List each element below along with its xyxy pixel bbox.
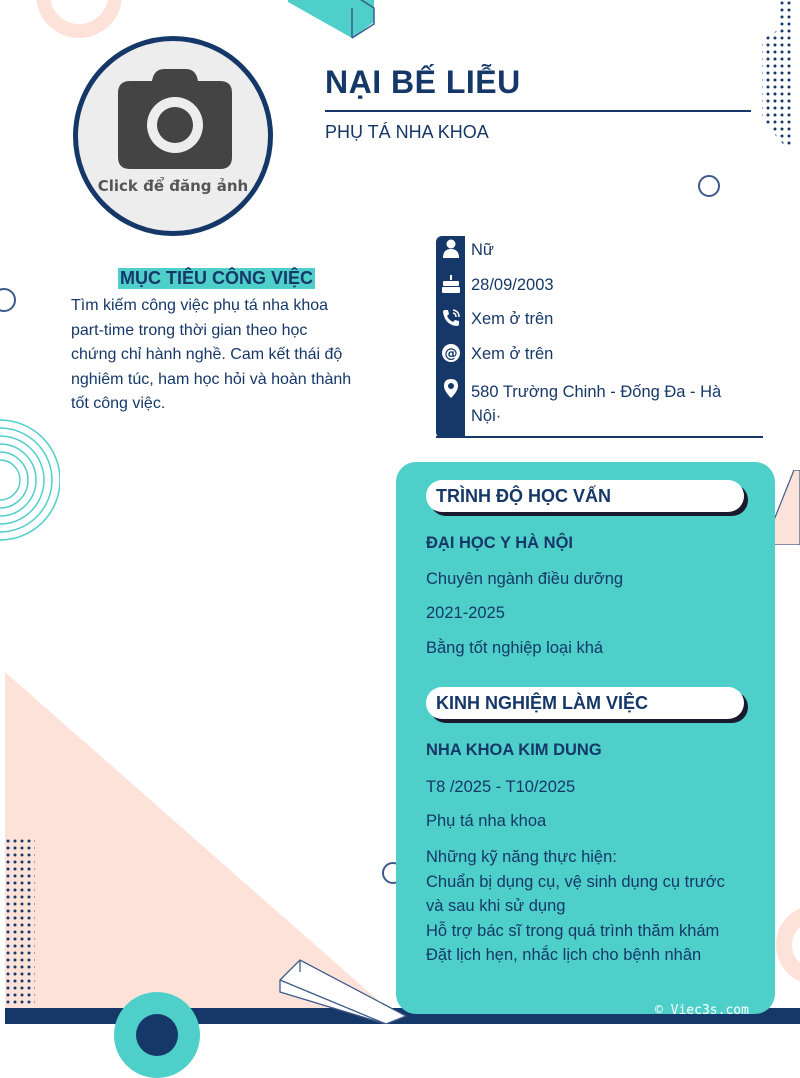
job-title: PHỤ TÁ NHA KHOA: [325, 122, 489, 142]
teal-bar-decoration: [282, 0, 378, 42]
birthday-cake-icon: [441, 274, 461, 294]
camera-icon: [118, 69, 232, 169]
phone-value: Xem ở trên: [471, 310, 554, 328]
profile-photo-upload[interactable]: [73, 36, 273, 236]
photo-upload-label: Click để đăng ảnh: [97, 177, 249, 195]
pink-ring-decoration: [776, 905, 800, 985]
education-heading: TRÌNH ĐỘ HỌC VẤN: [426, 480, 744, 512]
watermark: © Viec3s.com: [655, 1003, 749, 1018]
skills-list: [426, 845, 746, 968]
pink-ring-decoration: [36, 0, 122, 38]
small-circle-decoration: [698, 175, 720, 197]
svg-text:@: @: [444, 346, 458, 362]
divider: [436, 436, 763, 438]
major: Chuyên ngành điều dưỡng: [426, 570, 624, 588]
education-heading-pill: [426, 480, 746, 514]
location-pin-icon: [441, 378, 461, 398]
experience-heading-pill: [426, 687, 746, 721]
work-role: Phụ tá nha khoa: [426, 812, 547, 830]
candidate-name: NẠI BẾ LIỄU: [325, 64, 521, 100]
education-experience-card: [396, 462, 775, 1014]
gender-value: Nữ: [471, 241, 494, 259]
company-name: NHA KHOA KIM DUNG: [426, 741, 602, 759]
dot-pattern-decoration: [5, 838, 37, 1006]
email-value: Xem ở trên: [471, 345, 554, 363]
teal-circle-decoration: [114, 992, 200, 1078]
experience-heading: KINH NGHIỆM LÀM VIỆC: [426, 687, 744, 719]
school-name: ĐẠI HỌC Y HÀ NỘI: [426, 534, 573, 552]
skill-item: Hỗ trợ bác sĩ trong quá trình thăm khám: [426, 921, 720, 940]
address-value: 580 Trường Chinh - Đống Đa - Hà Nội·: [471, 383, 722, 425]
user-icon: [441, 238, 461, 258]
divider: [325, 110, 751, 112]
small-circle-decoration: [0, 288, 16, 312]
bar-decoration: [278, 958, 408, 1024]
work-period: T8 /2025 - T10/2025: [426, 778, 576, 796]
dot-pattern-decoration: [758, 0, 800, 145]
education-years: 2021-2025: [426, 604, 505, 622]
degree: Bằng tốt nghiệp loại khá: [426, 639, 604, 657]
concentric-arcs-decoration: [0, 410, 60, 550]
birthday-value: 28/09/2003: [471, 276, 554, 294]
skills-heading: Những kỹ năng thực hiện:: [426, 848, 617, 866]
objective-text: Tìm kiếm công việc phụ tá nha khoa part-time trong thời gian theo học chứng chỉ hành nghề. Cam kết thái độ nghiêm túc, ham học hỏi và hoàn thành tốt công việc.: [71, 297, 352, 412]
skill-item: Chuẩn bị dụng cụ, vệ sinh dụng cụ trước và sau khi sử dụng: [426, 872, 725, 915]
phone-icon: [441, 308, 461, 328]
objective-heading: MỤC TIÊU CÔNG VIỆC: [120, 268, 314, 288]
skill-item: Đặt lịch hẹn, nhắc lịch cho bệnh nhân: [426, 946, 702, 964]
at-sign-icon: [441, 343, 461, 363]
contact-icon-strip: [436, 236, 465, 438]
